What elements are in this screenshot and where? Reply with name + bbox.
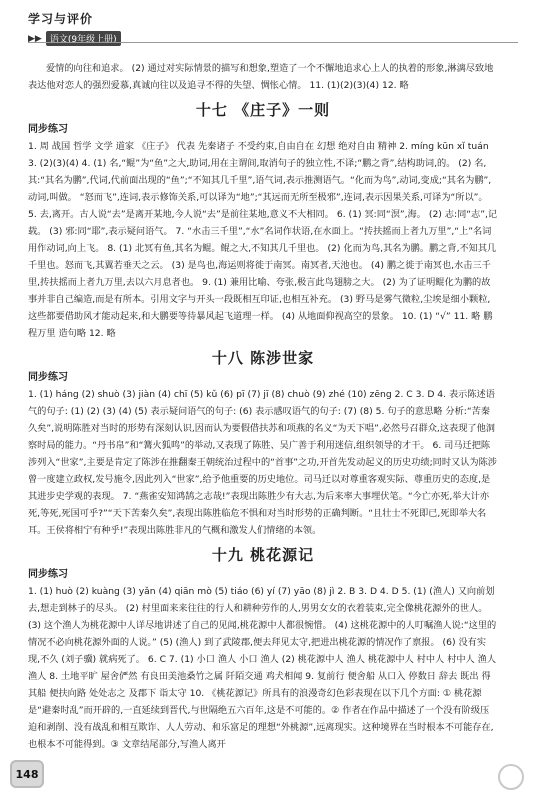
page-number: 148 [10, 760, 44, 788]
section-title: 同步练习 [28, 124, 68, 135]
chapter-19 [28, 547, 498, 753]
watermark-logo-icon [498, 764, 524, 790]
book-subtitle-row [28, 31, 518, 46]
book-subtitle-badge: 语文(9年级上册) [46, 31, 121, 46]
intro-paragraph: 爱情的向往和追求。 (2) 通过对实际情景的描写和想象,塑造了一个不懈地追求心上人的执着的形象,淋漓尽致地表达他对恋人的强烈爱慕,真诚向往以及追寻不得的失望、惆怅心情。 11. (1)(2)(3)(4) 12. 略 [28, 63, 494, 91]
chapter-title: 十八 陈涉世家 [211, 349, 315, 367]
chapter-17 [28, 102, 498, 342]
chapter-title: 十九 桃花源记 [211, 546, 315, 564]
answer-paragraph: 1. (1) háng (2) shuò (3) jiàn (4) chī (5) kǔ (6) pī (7) jī (8) chuò (9) zhé (10) zēng 2. C 3. D 4. 表示陈述语气的句子: (1) (2) (3) (4) (5) 表示疑问语气的句子: (6) 表示感叹语气的句子: (7) (8) 5. 句子的意思略 分析:“苦秦久矣”,说明陈胜对当时的形势有深刻认识,因而认为要假借扶苏和项燕的名义“为天下唱”,必然号召群众,这表现了他洞察时局的能力。“丹书帛”和“篝火狐鸣”的举动,又表现了陈胜、吴广善于利用迷信,组织领导的才干。 6. 司马迁把陈涉列入“世家”,主要是肯定了陈涉在推翻秦王朝统治过程中的“首事”之功,开首先发动起义的历史功绩;同时又认为陈涉曾一度建立政权,发号施令,因此列入“世家”,给予他重要的历史地位。司马迁以对尊重客观实际、尊重历史的态度,是其进步史学观的表现。 7. “燕雀安知鸿鹄之志哉!”表现出陈胜少有大志,为后来率大事埋伏笔。“今亡亦死,举大计亦死,等死,死国可乎?”“天下苦秦久矣”,表现出陈胜临危不惧和对当时形势的正确判断。“且壮士不死即已,死即举大名耳。王侯将相宁有种乎!”表现出陈胜非凡的气概和激发人们情绪的本领。 [28, 389, 497, 536]
chapter-18 [28, 350, 498, 539]
header-divider [28, 42, 518, 43]
section-title: 同步练习 [28, 569, 68, 580]
page-header [28, 10, 518, 46]
chapter-title: 十七 《庄子》一则 [195, 101, 331, 119]
answer-paragraph: 1. (1) huò (2) kuàng (3) yǎn (4) qiān mò (5) tiáo (6) yí (7) yāo (8) jì 2. B 3. D 4. D 5. (1) (渔人) 又向前划去,想走到林子的尽头。 (2) 村里面来来往往的行人和耕种劳作的人,男男女女的衣着装束,完全像桃花源外的世人。 (3) 这个渔人为桃花源中人详尽地讲述了自己的见闻,桃花源中人都很惋惜。 (4) 这桃花源中的人叮嘱渔人说:“这里的情况不必向桃花源外面的人说。” (5) (渔人) 到了武陵郡,便去拜见太守,把进出桃花源的情况作了禀报。 (6) 没有实现,不久 (刘子骥) 就病死了。 6. C 7. (1) 小口 渔人 小口 渔人 (2) 桃花源中人 渔人 桃花源中人 村中人 村中人 渔人 渔人 8. 土地平旷 屋舍俨然 有良田美池桑竹之属 阡陌交通 鸡犬相闻 9. 复前行 便舍船 从口入 停数日 辞去 既出 得其船 便扶向路 处处志之 及郡下 诣太守 10. 《桃花源记》所具有的浪漫奇幻色彩表现在以下几个方面: ① 桃花源是“避秦时乱”而开辟的,一直延续到晋代,与世隔绝五六百年,这是不可能的。② 作者在作品中描述了一个没有阶级压迫和剥削、没有战乱和相互欺诈、人人劳动、和乐富足的理想“外桃源”,远离现实。这种境界在当时根本不可能存在,也根本不可能得到。③ 文章结尾部分,写渔人离开 [28, 586, 497, 750]
page-content [28, 60, 498, 753]
section-title: 同步练习 [28, 372, 68, 383]
book-brand: 学习与评价 [28, 12, 94, 26]
double-arrow-icon: ▶▶ [28, 33, 42, 44]
watermark [414, 764, 524, 790]
answer-paragraph: 1. 周 战国 哲学 文学 道家 《庄子》 代表 先秦诸子 不受约束,自由自在 幻想 绝对自由 精神 2. míng kūn xǐ tuán 3. (2)(3)(4) 4. (1) 名,“鲲”为“鱼”之大,助词,用在主谓间,取消句子的独立性,不译;“鹏之背”,结构助词,的。 (2) 名,其:“其名为鹏”,代词,代前面出现的“鱼”;“不知其几千里”,语气词,表示推测语气。“化而为鸟”,动词,变成;“其名为鹏”,动词,叫做。 “怒而飞”,连词,表示修饰关系,可以译为“地”;“其远而无所至极邪”,连词,表示因果关系,可译为“所以”。 5. 去,离开。古人说“去”是离开某地,今人说“去”是前往某地,意义不大相同。 6. (1) 冥:同“溟”,海。 (2) 志:同“志”,记载。 (3) 邪:同“耶”,表示疑问语气。 7. “水击三千里”,“水”名词作状语,在水面上。“抟扶摇而上者九万里”,“上”名词用作动词,向上飞。 8. (1) 北冥有鱼,其名为鲲。鲲之大,不知其几千里也。 (2) 化而为鸟,其名为鹏。鹏之背,不知其几千里也。怒而飞,其翼若垂天之云。 (3) 是鸟也,海运则将徙于南冥。南冥者,天池也。 (4) 鹏之徙于南冥也,水击三千里,抟扶摇而上者九万里,去以六月息者也。 9. (1) 兼用比喻、夸张,极言此鸟翅膀之大。 (2) 为了证明鲲化为鹏的故事并非自己编造,而是有所本。引用文字与开头一段既相互印证,也相互补充。 (3) 野马是雾气微粒,尘埃是细小颗粒,这些都要借助风才能动起来,和大鹏要等待暴风起飞道理一样。 (4) 从地面仰视高空的景象。 10. (1) “√” 11. 略 鹏程万里 造句略 12. 略 [28, 141, 498, 339]
